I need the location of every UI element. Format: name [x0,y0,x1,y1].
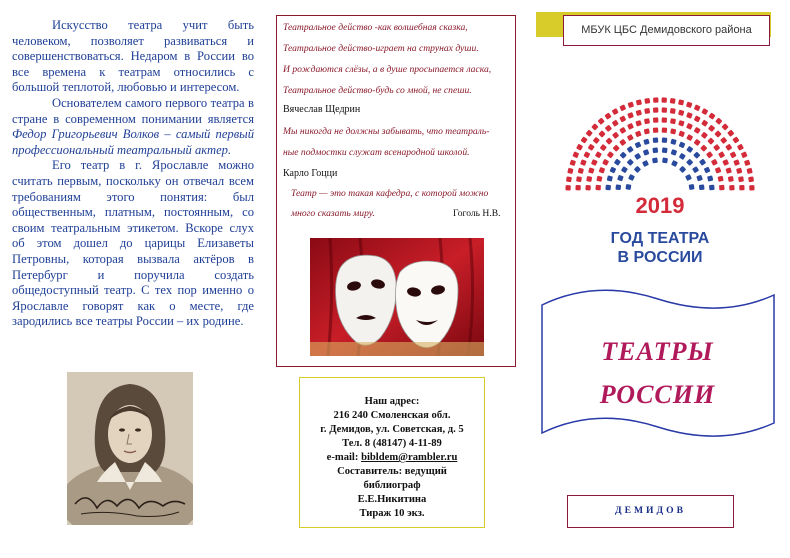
logo-seat [607,151,614,158]
logo-seat [662,137,668,143]
logo-seat [627,112,634,119]
volkov-portrait [67,372,193,525]
logo-seat [598,130,605,137]
quote-2-line-2: ные подмостки служат всенародной школой. [283,147,470,158]
city-label: ДЕМИДОВ [567,495,734,528]
logo-seat [652,157,658,163]
logo-seat [686,146,693,153]
logo-seat [741,151,748,158]
logo-seat [670,139,676,145]
title-line-1: ТЕАТРЫ [601,337,714,366]
logo-seat [721,123,728,130]
quote-1-line-1: Театральное действо -как волшебная сказка, [283,22,468,33]
logo-seat [627,159,634,166]
logo-seat [694,139,701,146]
logo-seat [670,128,676,134]
logo-seat [718,176,724,182]
logo-seat [686,134,693,141]
logo-seat [634,153,641,160]
logo-seat [586,130,593,137]
logo-seat [692,166,699,173]
logo-seat [595,151,602,158]
logo-seat [679,153,686,160]
logo-seat [685,174,692,181]
logo-seat [722,159,729,166]
logo-seat [615,184,621,190]
logo-seat [686,112,693,119]
logo-seat [604,112,611,119]
logo-seat [728,176,734,182]
logo-seat [644,98,650,104]
quote-2-author: Карло Гоцци [283,168,338,179]
logo-seat [605,185,611,191]
logo-seat [670,118,676,124]
logo-seat [576,176,582,182]
logo-seat [627,134,634,141]
logo-seat [593,137,600,144]
logo-seat [595,185,601,191]
logo-seat [708,125,715,132]
logo-seat [636,99,642,105]
logo-seat [605,125,612,132]
logo-seat [652,147,658,153]
logo-seat [678,120,685,127]
logo-seat [662,107,667,112]
logo-seat [711,159,718,166]
quote-2-line-1: Мы никогда не должны забывать, что театраль- [283,126,490,137]
logo-seat [576,144,583,151]
theater-masks-image [310,238,484,356]
logo-seat [607,175,613,181]
logo-seat [736,168,742,174]
logo-seat [575,185,580,190]
logo-seat [738,176,744,182]
logo-seat [727,130,734,137]
logo-seat [599,167,606,174]
logo-year: 2019 [635,193,685,218]
logo-seat [733,159,740,166]
logo-seat [565,185,570,190]
logo-seat [670,108,676,114]
logo-seat [627,146,634,153]
logo-seat [701,108,708,115]
logo-seat [621,166,628,173]
logo-seat [706,151,713,158]
logo-seat [714,130,721,137]
logo-seat [693,152,700,159]
logo-seat [749,185,754,190]
logo-seat [699,159,706,166]
logo-seat [708,112,715,119]
logo-seat [653,137,659,143]
logo-seat [739,185,744,190]
logo-seat [628,174,635,181]
logo-seat [600,144,607,151]
logo-seat [609,167,616,174]
logo-seat [679,141,686,148]
logo-seat [570,160,577,167]
logo-seat [619,104,626,111]
logo-seat [614,159,621,166]
paragraph-1: Искусство театра учит быть человеком, позволяет развиваться и совершенствоваться. Недаром в России во все времена к театрам относились с большой теплотой, любовью и интересом. [12,18,254,95]
logo-seat [588,144,595,151]
compiler-line-1: Составитель: ведущий [337,466,447,477]
paragraph-2: Основателем самого первого театра в стране в современном понимании является Федор Григорьевич Волков – самый первый профессиональный театральный актер. [12,95,254,157]
logo-seat [678,99,684,105]
logo-seat [662,157,668,163]
organization-label: МБУК ЦБС Демидовского района [563,15,770,46]
address-line-1: 216 240 Смоленская обл. [333,410,451,421]
logo-seat [612,120,619,127]
logo-seat [642,160,649,167]
quote-3-author: Гоголь Н.В. [453,208,501,219]
logo-seat [585,185,591,191]
logo-seat [613,145,620,152]
logo-seat [707,137,714,144]
logo-seat [653,97,658,102]
logo-seat [729,185,735,191]
logo-seat [671,160,678,167]
logo-seat [670,98,676,104]
logo-seat [686,123,693,130]
compiler-line-2: библиограф [363,480,421,491]
logo-seat [596,176,602,182]
address-phone: Тел. 8 (48147) 4-11-89 [342,438,442,449]
logo-seat [725,144,732,151]
logo-seat [701,132,708,139]
logo-seat [709,185,715,191]
logo-seat [578,168,584,174]
logo-seat [737,144,744,151]
logo-seat [653,127,659,133]
logo-seat [644,128,650,134]
logo-seat [730,151,737,158]
logo-seat [699,184,705,190]
compiler-name: Е.Е.Никитина [357,494,427,505]
quote-1-line-3: И рождаются слёзы, а в душе просыпается ласка, [283,64,492,75]
logo-seat [732,136,739,143]
logo-seat [715,167,722,174]
logo-seat [635,120,642,127]
logo-seat [628,102,635,109]
logo-seat [591,159,598,166]
logo-seat [643,139,649,145]
logo-line-1: ГОД ТЕАТРА [610,230,710,247]
address-heading: Наш адрес: [364,396,420,407]
logo-seat [598,118,605,125]
logo-seat [720,137,727,144]
paragraph-3: Его театр в г. Ярославле можно считать первым, поскольку он отвечал всем требованиям этого понятия: был общественным, платным, постоянным, со своим театральным этикетом. Вскоре слух об этом дошел до царицы Елизаветы Петровны, которая вызвала актёров в Петербург и поручила создать общедоступный театр. С тех пор именно о Ярославле говорят как о месте, где зародились все театры России – их родине. [12,158,254,329]
logo-seat [744,160,751,167]
logo-seat [591,123,598,130]
logo-seat [643,149,650,156]
logo-seat [725,167,732,174]
logo-seat [701,120,708,127]
quote-1-line-4: Театральное действо-будь со мной, не спеши. [283,85,472,96]
logo-seat [586,176,592,182]
logo-seat [617,175,624,182]
email-link[interactable]: bibldem@rambler.ru [361,452,458,463]
logo-seat [713,144,720,151]
quote-3-line-1: Театр — это такая кафедра, с которой можно [291,188,489,199]
logo-seat [679,166,686,173]
logo-seat [625,184,631,190]
print-run: Тираж 10 экз. [359,508,425,519]
logo-seat [619,127,626,134]
logo-seat [619,115,626,122]
address-line-2: г. Демидов, ул. Советская, д. 5 [320,424,464,435]
logo-seat [696,175,703,182]
logo-seat [686,102,693,109]
logo-seat [704,167,711,174]
logo-seat [567,168,573,174]
logo-seat [612,108,619,115]
volkov-highlight: Федор Григорьевич Волков – самый первый профессиональный театральный актер. [12,127,254,157]
logo-seat [748,176,754,182]
logo-seat [719,185,725,191]
logo-seat [746,168,752,174]
logo-seat [605,137,612,144]
logo-seat [602,159,609,166]
logo-seat [694,104,701,111]
logo-seat [671,149,678,156]
address-box [299,377,485,528]
logo-seat [694,127,701,134]
logo-seat [718,151,725,158]
logo-seat [636,110,642,116]
logo-line-2: В РОССИИ [617,249,703,266]
quote-1-line-2: Театральное действо-играет на струнах души. [283,43,479,54]
logo-seat [588,167,595,174]
logo-seat [627,123,634,130]
logo-seat [612,132,619,139]
logo-seat [634,166,641,173]
logo-seat [686,159,693,166]
logo-seat [653,107,658,112]
logo-seat [653,117,659,123]
logo-seat [662,127,668,133]
logo-seat [635,131,642,138]
logo-seat [572,151,579,158]
logo-seat [678,131,685,138]
logo-seat [580,136,587,143]
logo-seat [707,175,713,181]
logo-seat [619,139,626,146]
logo-seat [715,118,722,125]
logo-seat [689,184,695,190]
logo-seat [694,115,701,122]
logo-seat [644,118,650,124]
logo-seat [635,141,642,148]
intro-text [12,18,254,330]
logo-seat [661,97,666,102]
logo-seat [583,151,590,158]
year-of-theater-logo [560,88,760,278]
logo-seat [566,176,572,182]
logo-seat [662,147,668,153]
quote-1-author: Вячеслав Щедрин [283,104,361,115]
logo-seat [620,152,627,159]
address-email-line: e-mail: bibldem@rambler.ru [326,452,458,463]
logo-seat [644,108,650,114]
title-line-2: РОССИИ [599,380,716,409]
logo-seat [580,159,587,166]
logo-seat [700,145,707,152]
logo-seat [662,117,668,123]
logo-seat [678,110,684,116]
quote-3-line-2: много сказать миру. [291,208,375,219]
